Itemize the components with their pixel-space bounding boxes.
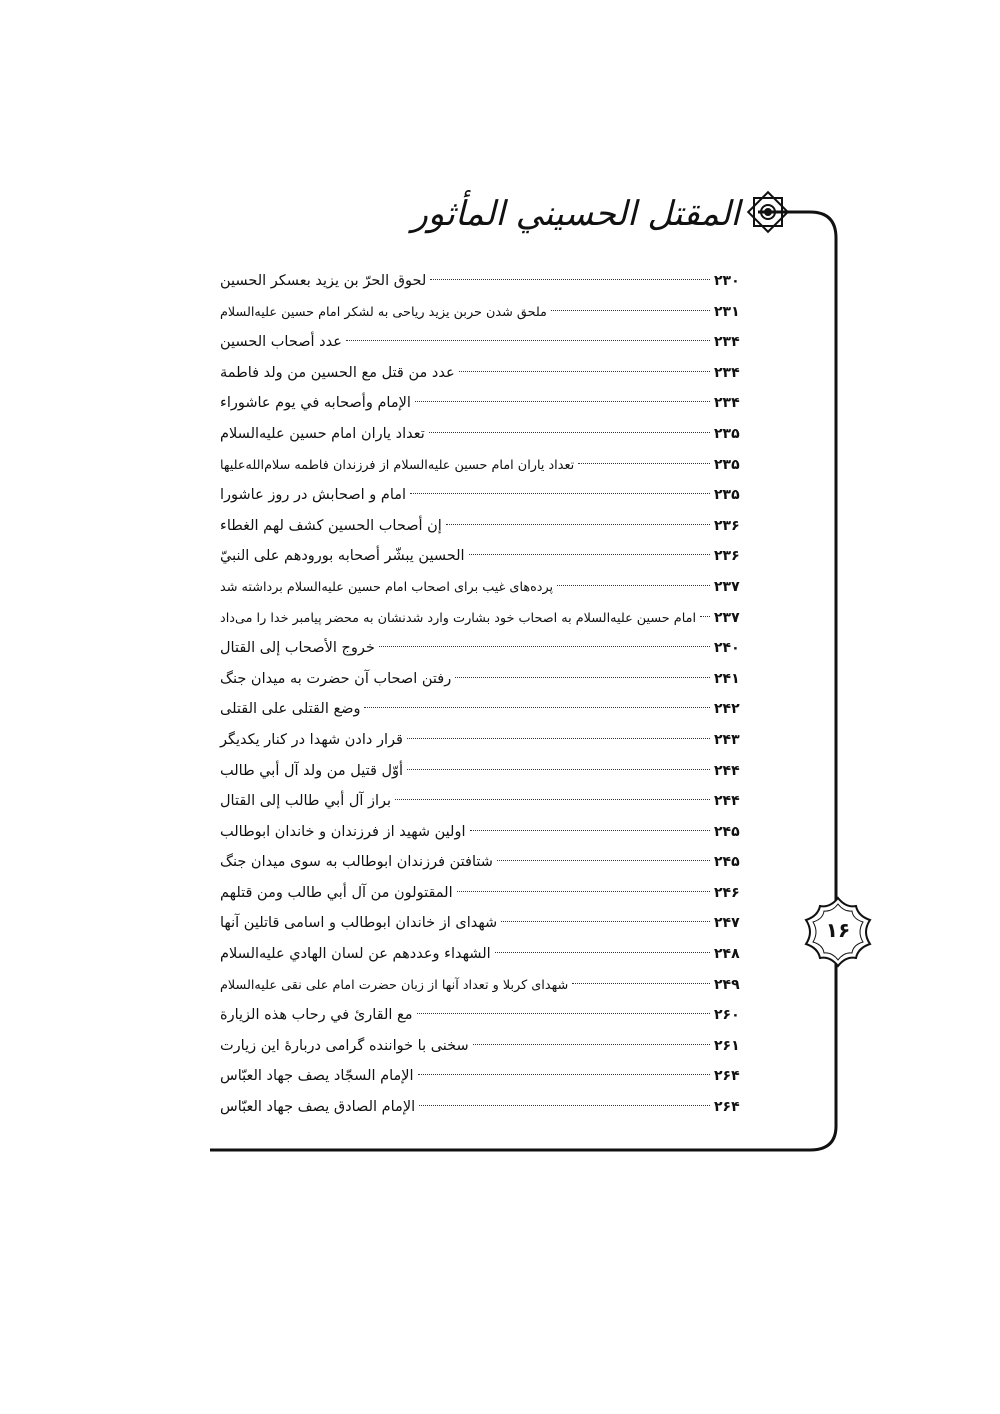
table-of-contents: [214, 266, 754, 1123]
dot-leader: [700, 616, 710, 617]
toc-entry-title: خروج الأصحاب إلى القتال: [220, 640, 375, 657]
toc-entry: [214, 939, 754, 970]
dot-leader: [578, 463, 710, 464]
toc-entry-page: ۲۴۶: [714, 884, 740, 901]
toc-entry-page: ۲۳۱: [714, 303, 740, 320]
toc-entry: [214, 450, 754, 481]
toc-entry-page: ۲۳۶: [714, 517, 740, 534]
toc-entry: [214, 756, 754, 787]
toc-entry-page: ۲۳۰: [714, 273, 740, 289]
toc-entry-title: أوّل قتيل من ولد آل أبي طالب: [220, 762, 404, 779]
toc-entry-page: ۲۴۲: [714, 701, 740, 718]
dot-leader: [364, 707, 710, 708]
toc-entry-title: لحوق الحرّ بن يزيد بعسكر الحسين: [220, 273, 427, 289]
book-title: المقتل الحسيني المأثور: [411, 194, 740, 234]
toc-entry-page: ۲۶۰: [714, 1007, 740, 1024]
toc-entry-page: ۲۳۷: [714, 578, 740, 595]
toc-entry-title: شهدای از خاندان ابوطالب و اسامی قاتلين آنها: [220, 915, 498, 932]
toc-entry-title: تعداد ياران امام حسين عليه‌السلام از فرزندان فاطمه سلام‌الله‌عليها: [220, 457, 575, 473]
dot-leader: [572, 983, 710, 984]
toc-entry: [214, 725, 754, 756]
toc-entry-page: ۲۳۵: [714, 456, 740, 473]
toc-entry: [214, 419, 754, 450]
dot-leader: [407, 738, 710, 739]
dot-leader: [346, 340, 710, 341]
toc-entry-title: وضع القتلى على القتلى: [220, 701, 361, 718]
toc-entry-page: ۲۴۸: [714, 946, 740, 963]
dot-leader: [410, 493, 710, 494]
toc-entry-title: رفتن اصحاب آن حضرت به ميدان جنگ: [220, 670, 452, 687]
toc-entry: [214, 1000, 754, 1031]
toc-entry: [214, 358, 754, 389]
toc-entry: [214, 511, 754, 542]
toc-entry: [214, 878, 754, 909]
toc-entry-title: امام حسين عليه‌السلام به اصحاب خود بشارت وارد شدنشان به محضر پيامبر خدا را می‌داد: [220, 610, 697, 626]
dot-leader: [418, 1074, 710, 1075]
dot-leader: [551, 310, 710, 311]
toc-entry: [214, 817, 754, 848]
toc-entry-page: ۲۶۱: [714, 1037, 740, 1054]
dot-leader: [495, 952, 710, 953]
toc-entry: [214, 297, 754, 328]
toc-entry-title: قرار دادن شهدا در كنار يكديگر: [220, 731, 403, 748]
toc-entry-page: ۲۳۵: [714, 487, 740, 504]
toc-entry: [214, 970, 754, 1001]
dot-leader: [407, 769, 710, 770]
toc-entry-title: امام و اصحابش در روز عاشورا: [220, 487, 407, 504]
toc-entry-title: عدد أصحاب الحسين: [220, 334, 342, 351]
toc-entry-page: ۲۶۴: [714, 1099, 740, 1116]
toc-entry: [214, 633, 754, 664]
toc-entry-page: ۲۴۵: [714, 823, 740, 840]
dot-leader: [470, 830, 710, 831]
dot-leader: [469, 554, 710, 555]
toc-entry-page: ۲۳۴: [714, 334, 740, 351]
toc-entry-title: الإمام الصادق يصف جهاد العبّاس: [220, 1099, 416, 1116]
toc-entry: [214, 572, 754, 603]
toc-entry-title: پرده‌های غيب برای اصحاب امام حسين عليه‌السلام برداشته شد: [220, 579, 554, 595]
toc-entry-page: ۲۳۴: [714, 364, 740, 381]
dot-leader: [395, 799, 710, 800]
toc-entry: [214, 327, 754, 358]
toc-entry: [214, 266, 754, 297]
dot-leader: [501, 921, 710, 922]
toc-entry-page: ۲۴۹: [714, 976, 740, 993]
toc-entry: [214, 908, 754, 939]
toc-entry-page: ۲۴۴: [714, 762, 740, 779]
toc-entry-title: تعداد ياران امام حسين عليه‌السلام: [220, 425, 425, 442]
toc-entry-page: ۲۴۵: [714, 854, 740, 871]
toc-entry-title: الحسين يبشّر أصحابه بورودهم على النبيّ: [220, 548, 465, 565]
toc-entry: [214, 388, 754, 419]
octagram-star-icon: [744, 188, 792, 236]
dot-leader: [473, 1044, 710, 1045]
toc-entry-title: عدد من قتل مع الحسين من ولد فاطمة: [220, 364, 455, 381]
toc-entry: [214, 664, 754, 695]
dot-leader: [379, 646, 710, 647]
toc-entry-title: المقتولون من آل أبي طالب ومن قتلهم: [220, 884, 453, 901]
dot-leader: [430, 279, 710, 280]
toc-entry: [214, 603, 754, 634]
toc-entry: [214, 786, 754, 817]
toc-entry-page: ۲۳۴: [714, 395, 740, 412]
toc-entry-page: ۲۴۷: [714, 915, 740, 932]
page-number: ۱۶: [825, 918, 851, 942]
dot-leader: [429, 432, 710, 433]
toc-entry-title: الإمام السجّاد يصف جهاد العبّاس: [220, 1068, 414, 1085]
toc-entry: [214, 1031, 754, 1062]
toc-entry-page: ۲۳۷: [714, 609, 740, 626]
dot-leader: [459, 371, 710, 372]
toc-entry: [214, 480, 754, 511]
toc-entry-title: سخنی با خواننده گرامی دربارهٔ اين زيارت: [220, 1037, 469, 1054]
toc-entry-title: مع القارئ في رحاب هذه الزيارة: [220, 1007, 413, 1024]
toc-entry: [214, 541, 754, 572]
toc-entry: [214, 847, 754, 878]
toc-entry-page: ۲۴۰: [714, 640, 740, 657]
toc-entry-title: شتافتن فرزندان ابوطالب به سوی ميدان جنگ: [220, 854, 493, 871]
toc-entry-page: ۲۴۴: [714, 793, 740, 810]
dot-leader: [446, 524, 710, 525]
dot-leader: [415, 401, 710, 402]
toc-entry-title: الشهداء وعددهم عن لسان الهادي عليه‌السلام: [220, 946, 491, 963]
dot-leader: [557, 585, 710, 586]
dot-leader: [457, 891, 710, 892]
dot-leader: [417, 1013, 711, 1014]
toc-entry-page: ۲۳۶: [714, 548, 740, 565]
toc-entry-title: الإمام وأصحابه في يوم عاشوراء: [220, 395, 411, 412]
dot-leader: [497, 860, 710, 861]
toc-entry-page: ۲۴۱: [714, 670, 740, 687]
dot-leader: [455, 677, 710, 678]
toc-entry: [214, 694, 754, 725]
toc-entry-title: إن أصحاب الحسين كشف لهم الغطاء: [220, 517, 442, 534]
toc-entry-title: اولين شهيد از فرزندان و خاندان ابوطالب: [220, 823, 466, 840]
toc-entry: [214, 1092, 754, 1123]
toc-entry-page: ۲۳۵: [714, 425, 740, 442]
toc-entry-title: براز آل أبي طالب إلى القتال: [220, 793, 392, 810]
toc-entry-page: ۲۶۴: [714, 1068, 740, 1085]
toc-entry: [214, 1061, 754, 1092]
toc-entry-page: ۲۴۳: [714, 731, 740, 748]
toc-entry-title: ملحق شدن حربن يزيد رياحی به لشکر امام حسين عليه‌السلام: [220, 304, 547, 320]
dot-leader: [419, 1105, 710, 1106]
toc-entry-title: شهدای كربلا و تعداد آنها از زبان حضرت امام علی نقی عليه‌السلام: [220, 977, 569, 993]
